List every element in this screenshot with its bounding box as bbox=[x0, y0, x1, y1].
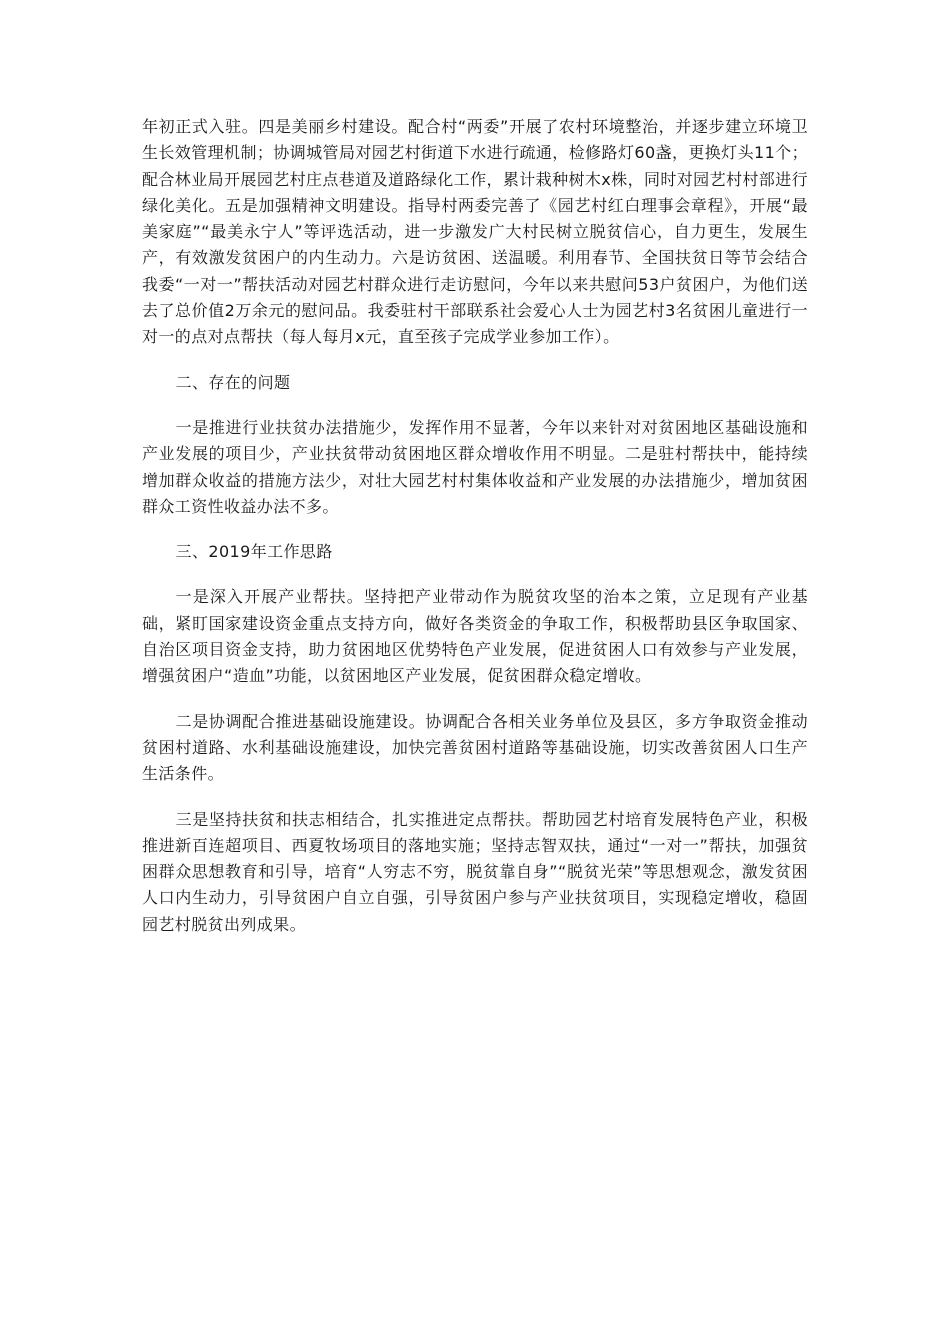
paragraph-gap bbox=[142, 520, 808, 539]
paragraph-gap bbox=[142, 565, 808, 584]
section-heading-problems: 二、存在的问题 bbox=[175, 372, 291, 392]
document-page bbox=[142, 114, 808, 938]
paragraph-gap bbox=[142, 690, 808, 709]
paragraph-problems: 一是推进行业扶贫办法措施少，发挥作用不显著，今年以来针对对贫困地区基础设施和产业发展的项目少，产业扶贫带动贫困地区群众增收作用不明显。二是驻村帮扶中，能持续增加群众收益的措施方法少，对壮大园艺村村集体收益和产业发展的办法措施少，增加贫困群众工资性收益办法不多。 bbox=[142, 417, 808, 516]
paragraph-gap bbox=[142, 788, 808, 807]
paragraph-continuation: 年初正式入驻。四是美丽乡村建设。配合村“两委”开展了农村环境整治，并逐步建立环境卫生长效管理机制；协调城管局对园艺村街道下水进行疏通，检修路灯60盏，更换灯头11个；配合林业局开展园艺村庄点巷道及道路绿化工作，累计栽种树木x株，同时对园艺村村部进行绿化美化。五是加强精神文明建设。指导村两委完善了《园艺村红白理事会章程》，开展“最美家庭”“最美永宁人”等评选活动，进一步激发广大村民树立脱贫信心，自力更生，发展生产，有效激发贫困户的内生动力。六是访贫困、送温暖。利用春节、全国扶贫日等节会结合我委“一对一”帮扶活动对园艺村群众进行走访慰问，今年以来共慰问53户贫困户，为他们送去了总价值2万余元的慰问品。我委驻村干部联系社会爱心人士为园艺村3名贫困儿童进行一对一的点对点帮扶（每人每月x元，直至孩子完成学业参加工作）。 bbox=[142, 117, 808, 347]
section-heading-plan: 三、2019年工作思路 bbox=[175, 542, 333, 562]
paragraph-plan-infrastructure: 二是协调配合推进基础设施建设。协调配合各相关业务单位及县区，多方争取资金推动贫困村道路、水利基础设施建设，加快完善贫困村道路等基础设施，切实改善贫困人口生产生活条件。 bbox=[142, 711, 808, 784]
paragraph-gap bbox=[142, 351, 808, 370]
paragraph-plan-industry: 一是深入开展产业帮扶。坚持把产业带动作为脱贫攻坚的治本之策，立足现有产业基础，紧盯国家建设资金重点支持方向，做好各类资金的争取工作，积极帮助县区争取国家、自治区项目资金支持，助力贫困地区优势特色产业发展，促进贫困人口有效参与产业发展，增强贫困户“造血”功能，以贫困地区产业发展，促贫困群众稳定增收。 bbox=[142, 587, 808, 686]
paragraph-gap bbox=[142, 396, 808, 415]
paragraph-plan-assistance: 三是坚持扶贫和扶志相结合，扎实推进定点帮扶。帮助园艺村培育发展特色产业，积极推进新百连超项目、西夏牧场项目的落地实施；坚持志智双扶，通过“一对一”帮扶，加强贫困群众思想教育和引导，培育“人穷志不穷，脱贫靠自身”“脱贫光荣”等思想观念，激发贫困人口内生动力，引导贫困户自立自强，引导贫困户参与产业扶贫项目，实现稳定增收，稳固园艺村脱贫出列成果。 bbox=[142, 809, 808, 934]
